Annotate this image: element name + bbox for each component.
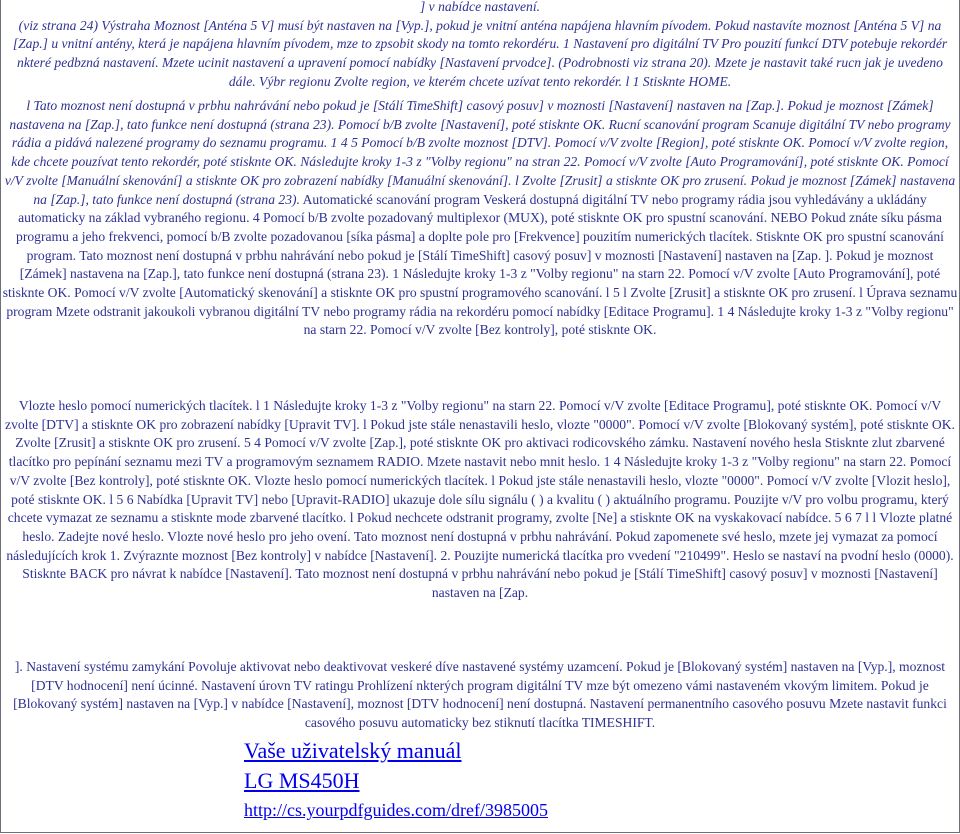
model-link[interactable]: LG MS450H bbox=[244, 768, 360, 793]
paragraph-2 bbox=[2, 97, 958, 340]
paragraph-3 bbox=[2, 397, 958, 603]
link-group bbox=[244, 736, 548, 823]
paragraph-4 bbox=[2, 658, 958, 733]
manual-link[interactable]: Vaše uživatelský manuál bbox=[244, 738, 462, 763]
text-fragment: Pomocí v/V zvolte [Vlozit heslo], poté stisknte OK. l 5 6 Nabídka [Upravit TV] nebo [Upravit-RADIO] ukazuje dole sílu signálu ( ) a kvalitu ( ) aktuálního programu. Pouzijte v/V pro volbu programu, který chcete vymazat ze seznamu a stisknte mode zbarvené tlacítko. l Pokud nechcete odstranit programy, zvolte [Ne] a stisknte OK na vyskakovací nabídce. 5 6 7 l l Vlozte platné heslo. bbox=[7, 472, 953, 544]
text-fragment: Zadejte nové heslo. Vlozte nové heslo pro jeho ovení. Tato moznost není dostupná v prbhu nahrávání. Pokud zapomenete své heslo, mzete jej vymazat za pomocí následujících krok 1. Zvýraznte moznost [Bez kontroly] v nabídce [Nastavení]. 2. Pouzijte numerická tlacítka pro vvedení "210499". Heslo se nastaví na pvodní heslo (0000). Stisknte BACK pro návrat k nabídce [Nastavení]. Tato moznost není dostupná v prbhu nahrávání nebo pokud je [Stálí TimeShift] casový posuv] v moznosti [Nastavení] nastaven na [Zap. bbox=[6, 528, 954, 601]
text-fragment: ]. Nastavení systému zamykání Povoluje aktivovat nebo deaktivovat veskeré díve nastavené systémy uzamcení. Pokud je [Blokovaný systém] nastaven na [Vyp.], moznost [DTV hodnocení] není úcinné. Nastavení úrovn TV ratingu Prohlízení nkterých program digitální TV mze být omezeno vámi nastaveném vkovým limitem. Pokud je [Blokovaný systém] nastaven na [Vyp.] v nabídce [Nastavení], moznost [DTV hodnocení] není dostupná. Nastavení permanentního casového posuvu Mzete nastavit funkci casového posuvu automaticky bez stiknutí tlacítka TIMESHIFT. bbox=[13, 659, 947, 731]
text-fragment: ] v nabídce nastavení. bbox=[419, 0, 541, 14]
text-fragment: (viz strana 24) Výstraha Moznost [Anténa 5 V] musí být nastaven na [Vyp.], pokud je vnitní anténa napájena hlavním pívodem. Pokud nastavíte moznost [Anténa 5 V] na [Zap.] u vnitní antény, která je napájena hlavním pívodem, mze to zpsobit skody na tomto rekordéru. 1 Nastavení pro digitální TV Pro pouzití funkcí DTV potebuje rekordér nkteré pedbzná nastavení. Mzete ucinit nastavení a upravení pomocí nabídky [Nastavení prvodce]. (Podrobnosti viz strana 20). Mzete je nastavit také rucn jak je uvedeno dále. Výbr regionu Zvolte region, ve kterém chcete uzívat tento rekordér. l 1 Stisknte HOME. bbox=[12, 17, 948, 89]
paragraph-1 bbox=[2, 0, 958, 92]
text-fragment: Vlozte heslo pomocí numerických tlacítek. l 1 Následujte kroky 1-3 z "Volby regionu" na starn 22. Pomocí v/V zvolte [Editace Programu], poté stisknte OK. Pomocí v/V zvolte [DTV] a stisknte OK pro zobrazení nabídky [Upravit TV]. l Pokud jste stále nenastavili heslo, vlozte "0000". Pomocí v/V zvolte [Blokovaný systém], poté stisknte OK. Zvolte [Zrusit] a stisknte OK pro zrusení. 5 4 Pomocí v/V zvolte [Zap.], poté stisknte OK pro aktivaci rodicovského zámku. Nastavení nového hesla Stisknte zlut zbarvené tlacítko pro pepínání seznamu mezi TV a programovým seznamem RADIO. Mzete nastavit nebo mnit heslo. 1 4 Následujte kroky 1-3 z "Volby regionu" na starn 22. Pomocí v/V zvolte [Bez kontroly], poté stisknte OK. Vlozte heslo pomocí numerických tlacítek. l Pokud jste stále nenastavili heslo, vlozte "0000". bbox=[5, 398, 955, 488]
url-link[interactable]: http://cs.yourpdfguides.com/dref/3985005 bbox=[244, 800, 548, 820]
text-fragment: l Tato moznost není dostupná v prbhu nahrávání nebo pokud je [Stálí TimeShift] casový posuv] v moznosti [Nastavení] nastaven na [Zap.]. Pokud je moznost [Zámek] nastavena na [Zap.], tato funkce není dostupná (strana 23). Pomocí b/B zvolte [Nastavení], poté stisknte OK. Rucní scanování program Scanuje digitální TV nebo programy rádia a pidává nalezené programy do seznamu programu. 1 4 5 Pomocí b/B zvolte moznost [DTV]. Pomocí v/V zvolte [Region], poté stisknte OK. Pomocí v/V zvolte region, kde chcete pouzívat tento rekordér, poté stisknte OK. Následujte kroky 1-3 z "Volby regionu" na stran 22. Pomocí v/V zvolte [Auto Programování], poté stisknte OK. Pomocí v/V zvolte [Manuální skenování] a stisknte OK pro zobrazení nabídky [Manuální skenování]. l Zvolte [Zrusit] a stisknte OK pro zrusení. Pokud je moznost [Zámek] nastavena na [Zap.], tato funkce není dostupná (strana 23). bbox=[4, 98, 956, 207]
text-fragment: Automatické scanování program Veskerá dostupná digitální TV nebo programy rádia jsou vyhledávány a ukládány automaticky na základ vybraného regionu. 4 Pomocí b/B zvolte pozadovaný multiplexor (MUX), poté stisknte OK pro spustní scanování. NEBO Pokud znáte síku pásma programu a jeho frekvenci, pomocí b/B zvolte pozadovanou [síka pásma] a doplte pole pro [Frekvence] pouzitím numerických tlacítek. Stisknte OK pro spustní scanování program. Tato moznost není dostupná v prbhu nahrávání nebo pokud je [Stálí TimeShift] casový posuv] v moznosti [Nastavení] nastaven na [Zap. ]. Pokud je moznost [Zámek] nastavena na [Zap.], tato funkce není dostupná (strana 23). 1 Následujte kroky 1-3 z "Volby regionu" na starn 22. Pomocí v/V zvolte [Auto Programování], poté stisknte OK. Pomocí v/V zvolte [Automatický skenování] a stisknte OK pro spustní programového scanování. l 5 l Zvolte [Zrusit] a stisknte OK pro zrusení. l Úprava seznamu program Mzete odstranit jakoukoli vybranou digitální TV nebo programy rádia na rekordéru pomocí nabídky [Editace Programu]. 1 4 Následujte kroky 1-3 z "Volby regionu" na starn 22. Pomocí v/V zvolte [Bez kontroly], poté stisknte OK. bbox=[2, 191, 958, 338]
